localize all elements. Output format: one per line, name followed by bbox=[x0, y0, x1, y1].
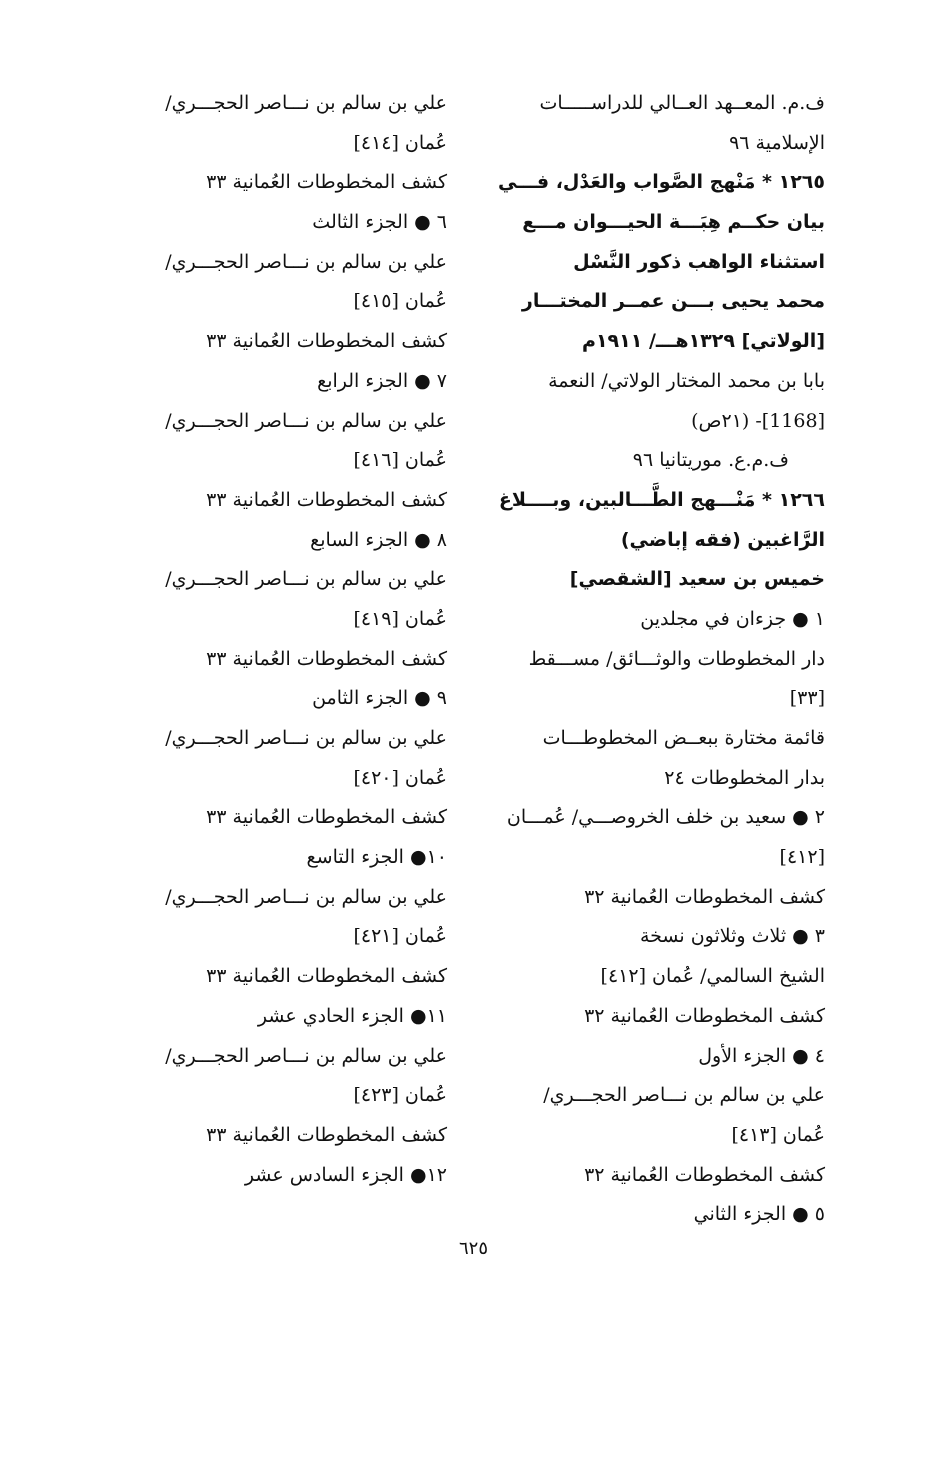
entry-text-line: [1168]- (٢١ص) bbox=[691, 409, 825, 432]
entry-text-line: ٥ ● الجزء الثاني bbox=[693, 1203, 825, 1226]
entry-text-line: ٣ ● ثلاث وثلاثون نسخة bbox=[639, 925, 825, 948]
entry-text-line: كشف المخطوطات العُمانية ٣٣ bbox=[206, 488, 447, 511]
right-column bbox=[495, 84, 825, 1235]
entry-text-line: ٨ ● الجزء السابع bbox=[310, 528, 447, 551]
entry-text-line: ١٠● الجزء التاسع bbox=[306, 846, 447, 869]
entry-heading-line: ١٢٦٥ * مَنْهج الصَّواب والعَدْل، فـــي bbox=[497, 171, 825, 194]
entry-text-line: عُمان [٤٢١] bbox=[353, 925, 447, 948]
entry-text-line: علي بن سالم بن نـــاصر الحجـــري/ bbox=[165, 885, 447, 908]
entry-text-line: ١١● الجزء الحادي عشر bbox=[257, 1004, 447, 1027]
entry-text-line: ٢ ● سعيد بن خلف الخروصـــي/ عُمـــان bbox=[506, 806, 825, 829]
entry-text-line: عُمان [٤١٣] bbox=[731, 1123, 825, 1146]
entry-text-line: عُمان [٤١٦] bbox=[353, 449, 447, 472]
entry-text-line: ٦ ● الجزء الثالث bbox=[312, 211, 447, 234]
entry-text-line: ف.م.ع. موريتانيا ٩٦ bbox=[632, 449, 789, 472]
entry-text-line: الشيخ السالمي/ عُمان [٤١٢] bbox=[600, 965, 825, 988]
entry-text-line: ٧ ● الجزء الرابع bbox=[317, 369, 447, 392]
entry-heading-line: [الولاتي] ١٣٢٩هـــ/ ١٩١١م bbox=[582, 330, 825, 353]
entry-text-line: علي بن سالم بن نـــاصر الحجـــري/ bbox=[165, 409, 447, 432]
entry-heading-line: الرَّاغبين (فقه إباضي) bbox=[620, 528, 825, 551]
entry-text-line: كشف المخطوطات العُمانية ٣٣ bbox=[206, 965, 447, 988]
entry-text-line: [٣٣] bbox=[789, 687, 825, 710]
entry-text-line: بابا بن محمد المختار الولاتي/ النعمة bbox=[548, 369, 825, 392]
entry-text-line: ١٢● الجزء السادس عشر bbox=[244, 1163, 447, 1186]
entry-text-line: عُمان [٤٢٣] bbox=[353, 1084, 447, 1107]
entry-text-line: عُمان [٤١٤] bbox=[353, 131, 447, 154]
entry-text-line: علي بن سالم بن نـــاصر الحجـــري/ bbox=[165, 1044, 447, 1067]
entry-text-line: بدار المخطوطات ٢٤ bbox=[664, 766, 825, 789]
entry-text-line: كشف المخطوطات العُمانية ٣٢ bbox=[584, 1163, 825, 1186]
entry-heading-line: خميس بن سعيد [الشقصي] bbox=[569, 568, 825, 591]
entry-text-line: ٤ ● الجزء الأول bbox=[698, 1044, 825, 1067]
entry-text-line: كشف المخطوطات العُمانية ٣٣ bbox=[206, 647, 447, 670]
left-column bbox=[107, 84, 447, 1195]
entry-text-line: كشف المخطوطات العُمانية ٣٢ bbox=[584, 1004, 825, 1027]
entry-heading-line: بيان حكــم هِبَـــة الحيـــوان مـــع bbox=[522, 211, 825, 234]
entry-text-line: كشف المخطوطات العُمانية ٣٢ bbox=[584, 885, 825, 908]
entry-text-line: ١ ● جزءان في مجلدين bbox=[640, 607, 825, 630]
entry-heading-line: استثناء الواهب ذكور النَّسْل bbox=[573, 250, 825, 273]
entry-text-line: دار المخطوطات والوثـــائق/ مســـقط bbox=[528, 647, 825, 670]
entry-heading-line: محمد يحيى بـــن عمــر المختـــار bbox=[521, 290, 825, 313]
entry-text-line: ف.م. المعــهد العــالي للدراســـــات bbox=[539, 92, 825, 114]
entry-text-line: كشف المخطوطات العُمانية ٣٣ bbox=[206, 330, 447, 353]
entry-text-line: علي بن سالم بن نـــاصر الحجـــري/ bbox=[165, 92, 447, 114]
page-number: ٦٢٥ bbox=[458, 1238, 488, 1259]
entry-text-line: كشف المخطوطات العُمانية ٣٣ bbox=[206, 806, 447, 829]
entry-text-line: كشف المخطوطات العُمانية ٣٣ bbox=[206, 1123, 447, 1146]
entry-text-line: قائمة مختارة ببعــض المخطوطـــات bbox=[542, 727, 825, 749]
entry-text-line: علي بن سالم بن نـــاصر الحجـــري/ bbox=[165, 250, 447, 273]
entry-text-line: [٤١٢] bbox=[779, 846, 825, 869]
entry-text-line: عُمان [٤٢٠] bbox=[353, 766, 447, 789]
entry-text-line: عُمان [٤١٩] bbox=[353, 607, 447, 630]
entry-heading-line: ١٢٦٦ * مَنْـــهج الطَّـــالبين، وبــــلاغ bbox=[498, 488, 825, 511]
entry-text-line: علي بن سالم بن نـــاصر الحجـــري/ bbox=[543, 1084, 825, 1107]
entry-text-line: عُمان [٤١٥] bbox=[353, 290, 447, 313]
entry-text-line: علي بن سالم بن نـــاصر الحجـــري/ bbox=[165, 727, 447, 749]
entry-text-line: علي بن سالم بن نـــاصر الحجـــري/ bbox=[165, 568, 447, 591]
entry-text-line: الإسلامية ٩٦ bbox=[729, 131, 825, 154]
entry-text-line: كشف المخطوطات العُمانية ٣٣ bbox=[206, 171, 447, 194]
entry-text-line: ٩ ● الجزء الثامن bbox=[312, 687, 447, 710]
